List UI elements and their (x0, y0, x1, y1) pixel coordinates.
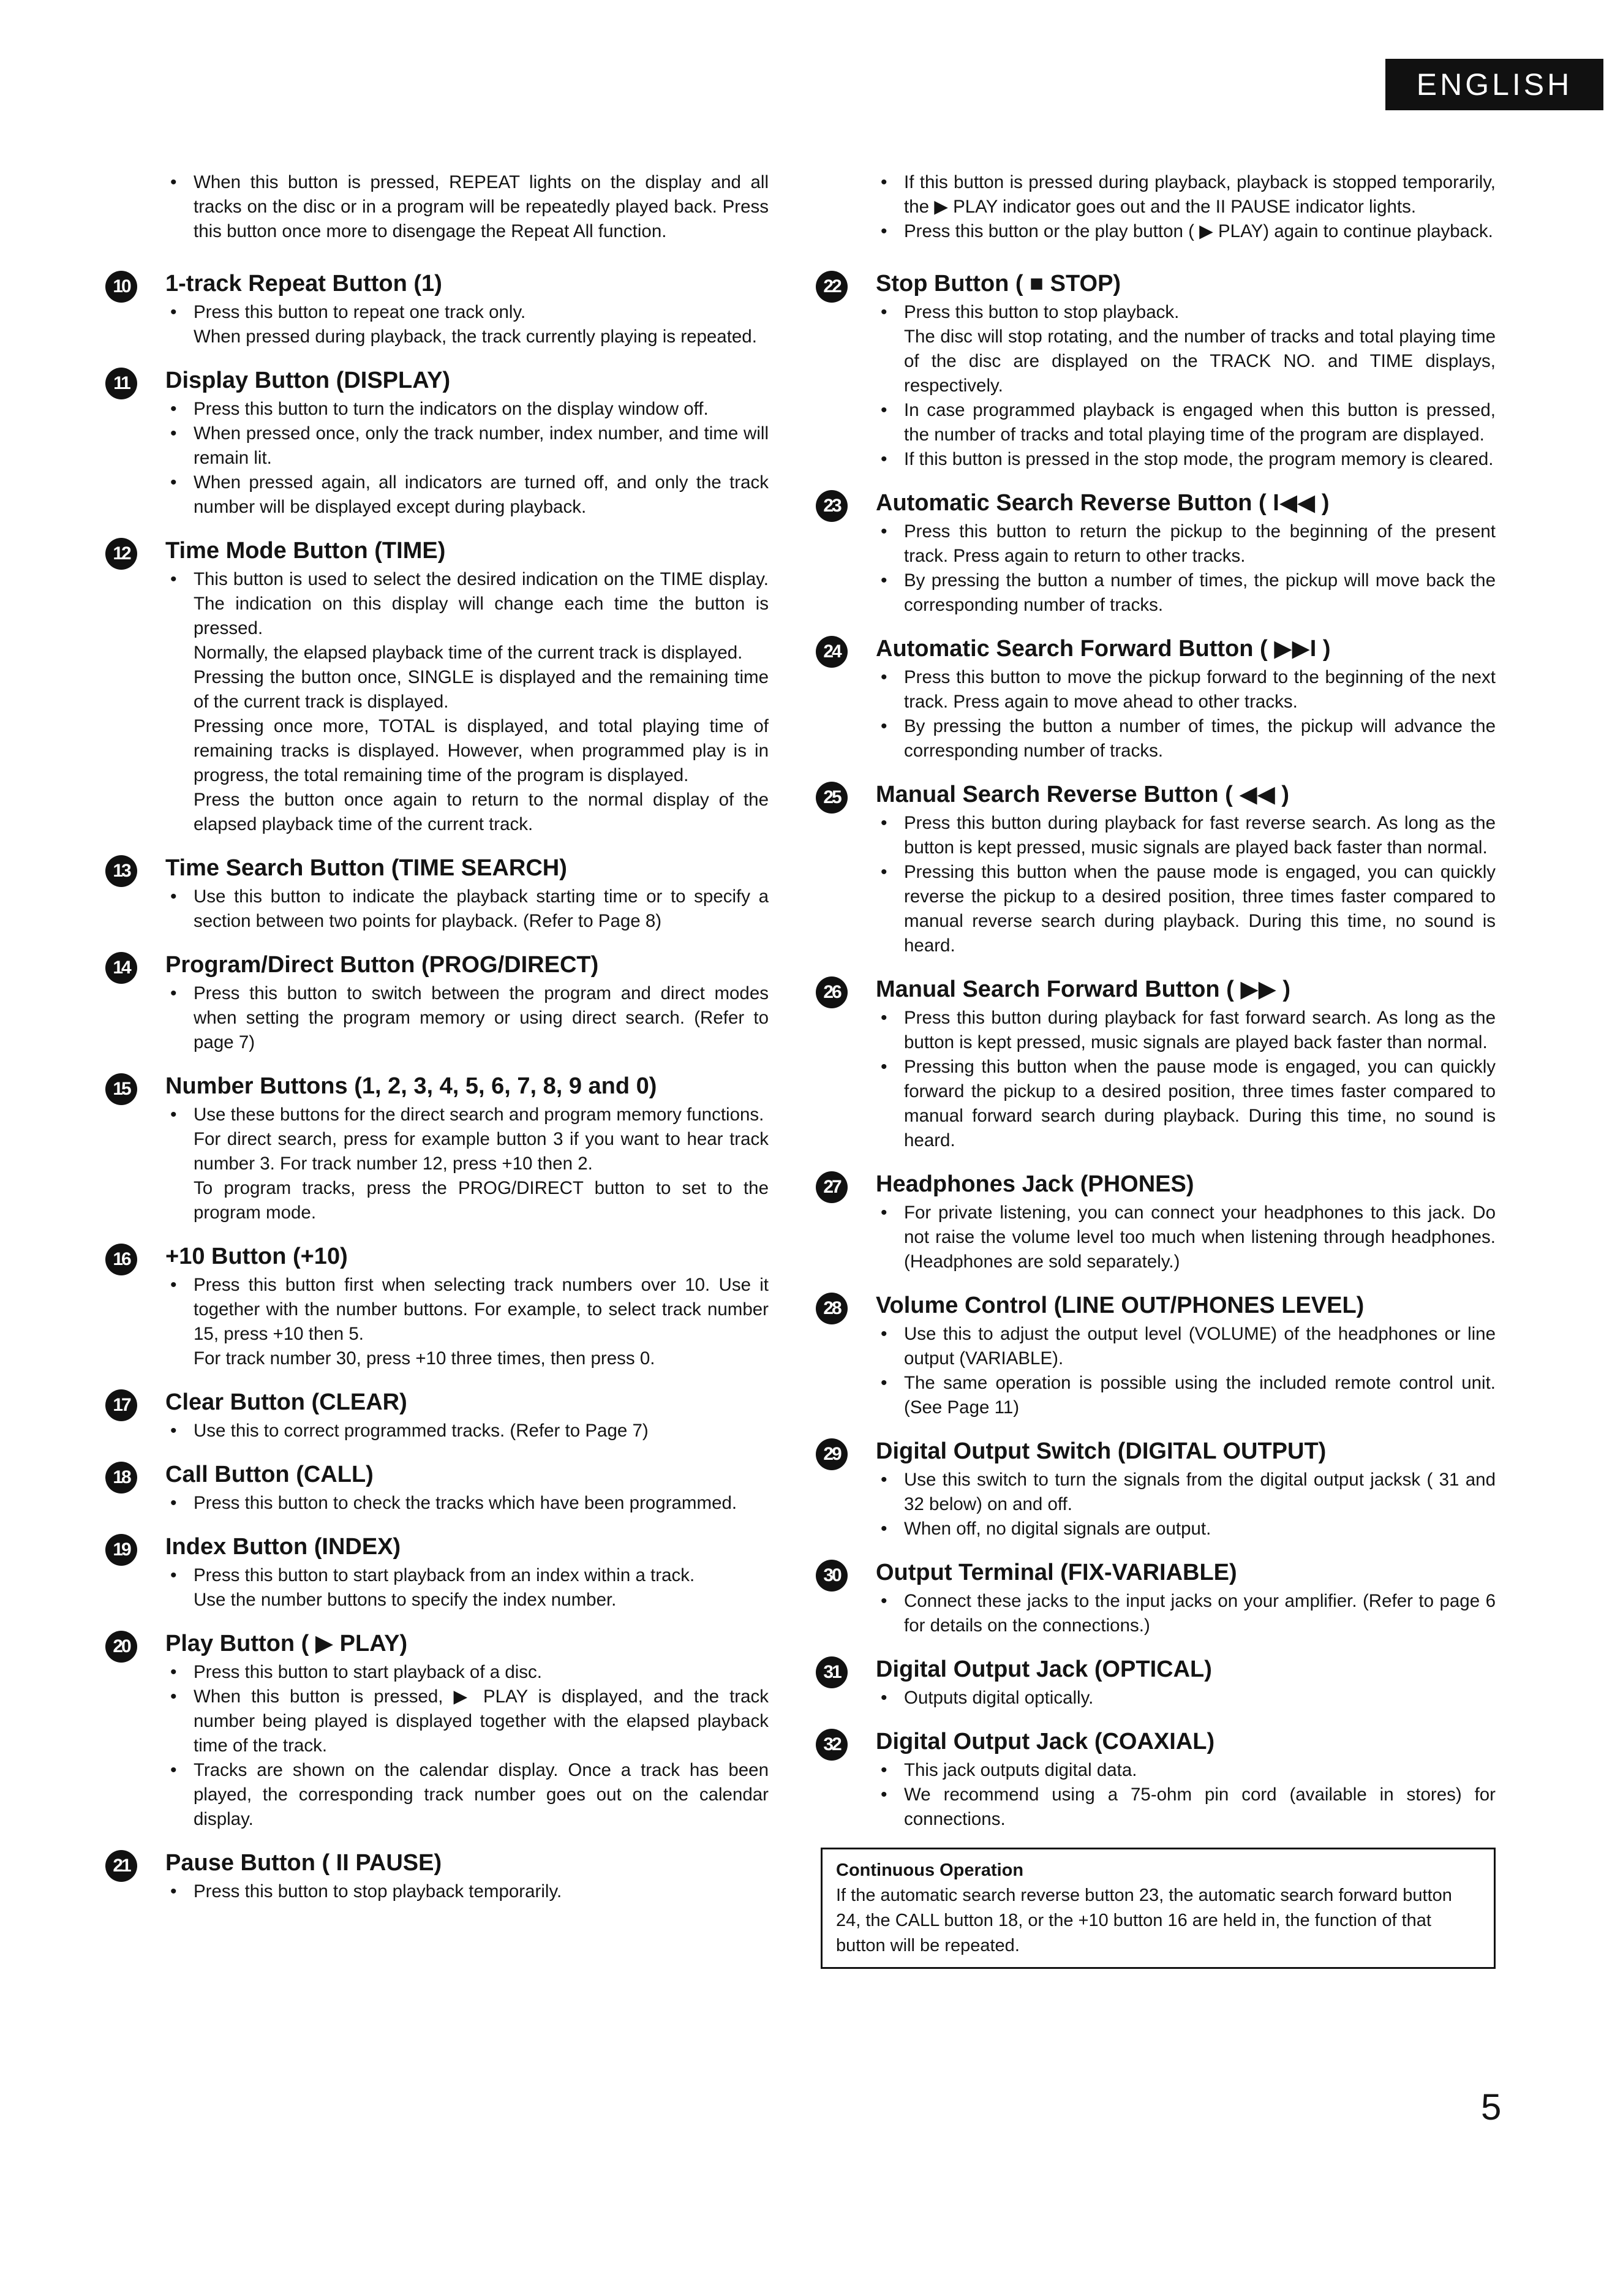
section-title: Time Mode Button (TIME) (165, 538, 446, 564)
bullet: • Use this to adjust the output level (VOLUME) of the headphones or line output (VARIABLE). (876, 1322, 1496, 1371)
section-time-search (110, 853, 769, 934)
bullet: • We recommend using a 75-ohm pin cord (available in stores) for connections. (876, 1783, 1496, 1832)
section-title: Stop Button ( ■ STOP) (876, 271, 1121, 296)
item-number-badge: 21 (105, 1850, 137, 1882)
bullet: • When pressed once, only the track number, index number, and time will remain lit. (165, 421, 769, 470)
section-title: Digital Output Switch (DIGITAL OUTPUT) (876, 1438, 1327, 1464)
bullet: • Press this button first when selecting track numbers over 10. Use it together with the number buttons. For example, to select track number 15, press +10 then 5. (165, 1273, 769, 1346)
bullet: • By pressing the button a number of times, the pickup will advance the corresponding number of tracks. (876, 714, 1496, 763)
section-title: Pause Button ( II PAUSE) (165, 1850, 442, 1876)
section-auto-search-forward (821, 633, 1496, 763)
section-title: Volume Control (LINE OUT/PHONES LEVEL) (876, 1293, 1365, 1318)
paragraph: Pressing once more, TOTAL is displayed, and total playing time of remaining tracks is displayed. However, when programmed play is in progress, the total remaining time of the program is displayed. (194, 716, 769, 785)
section-title: Program/Direct Button (PROG/DIRECT) (165, 952, 599, 978)
paragraph: Pressing the button once, SINGLE is displayed and the remaining time of the current track is displayed. (194, 667, 769, 712)
section-volume-control (821, 1290, 1496, 1420)
section-headphones-jack (821, 1169, 1496, 1274)
section-manual-search-forward (821, 974, 1496, 1153)
item-number-badge: 32 (816, 1729, 848, 1761)
paragraph: For direct search, press for example button 3 if you want to hear track number 3. For track number 12, press +10 then 2. (194, 1129, 769, 1174)
item-number-badge: 15 (105, 1073, 137, 1105)
section-title: Manual Search Reverse Button ( ◀◀ ) (876, 782, 1290, 807)
section-title: Call Button (CALL) (165, 1462, 374, 1487)
section-plus10-button (110, 1241, 769, 1371)
section-call-button (110, 1459, 769, 1516)
continuous-operation-box (821, 1848, 1496, 1969)
item-number-badge: 31 (816, 1656, 848, 1688)
box-text: If the automatic search reverse button 23, the automatic search forward button 24, the CALL button 18, or the +10 button 16 are held in, the function of that button will be repeated. (836, 1886, 1452, 1955)
bullet: • This button is used to select the desired indication on the TIME display. The indication on this display will change each time the button is pressed. (165, 567, 769, 641)
section-clear-button (110, 1387, 769, 1443)
section-title: Digital Output Jack (OPTICAL) (876, 1656, 1212, 1682)
section-title: 1-track Repeat Button (1) (165, 271, 442, 296)
section-prog-direct (110, 950, 769, 1055)
item-number-badge: 28 (816, 1293, 848, 1324)
box-title: Continuous Operation (836, 1860, 1024, 1880)
section-1-track-repeat (110, 268, 769, 349)
paragraph: The disc will stop rotating, and the number of tracks and total playing time of the disc are displayed on the TRACK NO. and TIME displays, respectively. (904, 327, 1496, 396)
item-number-badge: 11 (105, 368, 137, 399)
section-time-mode (110, 535, 769, 837)
item-number-badge: 30 (816, 1560, 848, 1592)
section-title: Time Search Button (TIME SEARCH) (165, 855, 567, 881)
section-title: Play Button ( ▶ PLAY) (165, 1631, 408, 1656)
item-number-badge: 27 (816, 1171, 848, 1203)
section-output-terminal (821, 1557, 1496, 1638)
section-title: Manual Search Forward Button ( ▶▶ ) (876, 976, 1291, 1002)
bullet: • Press this button to repeat one track only. (165, 300, 769, 325)
item-number-badge: 19 (105, 1534, 137, 1566)
section-title: Digital Output Jack (COAXIAL) (876, 1729, 1215, 1754)
bullet: • Press this button to start playback of a disc. (165, 1660, 769, 1685)
bullet: • Use this to correct programmed tracks. (Refer to Page 7) (165, 1419, 769, 1443)
item-number-badge: 17 (105, 1389, 137, 1421)
section-auto-search-reverse (821, 488, 1496, 617)
paragraph: Use the number buttons to specify the index number. (194, 1590, 617, 1610)
item-number-badge: 22 (816, 271, 848, 303)
bullet: • By pressing the button a number of times, the pickup will move back the corresponding number of tracks. (876, 568, 1496, 617)
bullet: • Connect these jacks to the input jacks on your amplifier. (Refer to page 6 for details on the connections.) (876, 1589, 1496, 1638)
section-title: Clear Button (CLEAR) (165, 1389, 407, 1415)
section-coaxial-jack (821, 1726, 1496, 1832)
bullet: • Tracks are shown on the calendar display. Once a track has been played, the corresponding track number goes out on the calendar display. (165, 1758, 769, 1832)
item-number-badge: 13 (105, 855, 137, 887)
section-number-buttons (110, 1071, 769, 1225)
bullet: • Pressing this button when the pause mode is engaged, you can quickly reverse the pickup to a desired position, three times faster compared to manual reverse search during playback. During this time, no sound is heard. (876, 860, 1496, 958)
item-number-badge: 26 (816, 976, 848, 1008)
item-number-badge: 10 (105, 271, 137, 303)
section-title: Automatic Search Reverse Button ( I◀◀ ) (876, 490, 1330, 516)
bullet: • Pressing this button when the pause mode is engaged, you can quickly forward the pickup to a desired position, three times faster compared to manual forward search during playback. During this time, no sound is heard. (876, 1055, 1496, 1153)
item-number-badge: 16 (105, 1244, 137, 1275)
language-tab: ENGLISH (1385, 59, 1603, 110)
section-optical-jack (821, 1654, 1496, 1710)
bullet: • Press this button to check the tracks which have been programmed. (165, 1491, 769, 1516)
item-number-badge: 23 (816, 490, 848, 522)
paragraph: To program tracks, press the PROG/DIRECT button to set to the program mode. (194, 1178, 769, 1223)
bullet: • Press this button during playback for fast reverse search. As long as the button is kept pressed, music signals are played back faster than normal. (876, 811, 1496, 860)
bullet: • Press this button to stop playback. (876, 300, 1496, 325)
bullet: • Use this button to indicate the playback starting time or to specify a section between two points for playback. (Refer to Page 8) (165, 885, 769, 934)
bullet: • When off, no digital signals are output. (876, 1517, 1496, 1541)
bullet: • The same operation is possible using the included remote control unit. (See Page 11) (876, 1371, 1496, 1420)
item-number-badge: 12 (105, 538, 137, 570)
item-number-badge: 29 (816, 1438, 848, 1470)
bullet: • Press this button to return the pickup to the beginning of the present track. Press again to return to other tracks. (876, 519, 1496, 568)
bullet: • For private listening, you can connect your headphones to this jack. Do not raise the volume level too much when listening through headphones. (Headphones are sold separately.) (876, 1201, 1496, 1274)
section-display-button (110, 365, 769, 519)
paragraph: Press the button once again to return to the normal display of the elapsed playback time of the current track. (194, 790, 769, 834)
section-title: Output Terminal (FIX-VARIABLE) (876, 1560, 1237, 1585)
bullet: • Press this button to stop playback temporarily. (165, 1879, 769, 1904)
bullet: • Use this switch to turn the signals from the digital output jacksk ( 31 and 32 below) on and off. (876, 1468, 1496, 1517)
bullet: • Use these buttons for the direct search and program memory functions. (165, 1103, 769, 1127)
bullet: • When pressed again, all indicators are turned off, and only the track number will be displayed except during playback. (165, 470, 769, 519)
paragraph: When pressed during playback, the track currently playing is repeated. (194, 327, 757, 347)
bullet: • Press this button or the play button ( ▶ PLAY) again to continue playback. (876, 219, 1496, 244)
section-title: Headphones Jack (PHONES) (876, 1171, 1194, 1197)
section-pause-button (110, 1848, 769, 1904)
bullet: • Outputs digital optically. (876, 1686, 1496, 1710)
section-title: Display Button (DISPLAY) (165, 368, 451, 393)
bullet: • Press this button during playback for fast forward search. As long as the button is kept pressed, music signals are played back faster than normal. (876, 1006, 1496, 1055)
paragraph: Normally, the elapsed playback time of the current track is displayed. (194, 643, 743, 663)
bullet: • This jack outputs digital data. (876, 1758, 1496, 1783)
item-number-badge: 20 (105, 1631, 137, 1663)
section-play-button (110, 1628, 769, 1832)
bullet: • If this button is pressed during playback, playback is stopped temporarily, the ▶ PLAY indicator goes out and the II PAUSE indicator lights. (876, 170, 1496, 219)
paragraph: For track number 30, press +10 three times, then press 0. (194, 1348, 655, 1369)
section-title: Index Button (INDEX) (165, 1534, 401, 1560)
repeat-all-continuation (110, 170, 769, 244)
bullet: • In case programmed playback is engaged when this button is pressed, the number of tracks and total playing time of the program are displayed. (876, 398, 1496, 447)
item-number-badge: 14 (105, 952, 137, 984)
item-number-badge: 24 (816, 636, 848, 668)
pause-continuation (821, 170, 1496, 244)
left-column (110, 170, 769, 1920)
item-number-badge: 18 (105, 1462, 137, 1494)
bullet: • Press this button to turn the indicators on the display window off. (165, 397, 769, 421)
bullet: • Press this button to move the pickup forward to the beginning of the next track. Press again to move ahead to other tracks. (876, 665, 1496, 714)
section-title: +10 Button (+10) (165, 1244, 348, 1269)
section-index-button (110, 1531, 769, 1612)
item-number-badge: 25 (816, 782, 848, 814)
section-stop-button (821, 268, 1496, 472)
bullet: • Press this button to start playback from an index within a track. (165, 1563, 769, 1588)
section-title: Automatic Search Forward Button ( ▶▶I ) (876, 636, 1331, 662)
bullet: • If this button is pressed in the stop mode, the program memory is cleared. (876, 447, 1496, 472)
section-title: Number Buttons (1, 2, 3, 4, 5, 6, 7, 8, 9 and 0) (165, 1073, 657, 1099)
section-manual-search-reverse (821, 779, 1496, 958)
bullet: • Press this button to switch between the program and direct modes when setting the program memory or using direct search. (Refer to page 7) (165, 981, 769, 1055)
right-column (821, 170, 1496, 1969)
bullet: • When this button is pressed, REPEAT lights on the display and all tracks on the disc or in a program will be repeatedly played back. Press this button once more to disengage the Repeat All function. (165, 170, 769, 244)
page-number: 5 (1481, 2086, 1502, 2128)
section-digital-output-switch (821, 1436, 1496, 1541)
bullet: • When this button is pressed, ▶ PLAY is displayed, and the track number being played is displayed together with the elapsed playback time of the track. (165, 1685, 769, 1758)
